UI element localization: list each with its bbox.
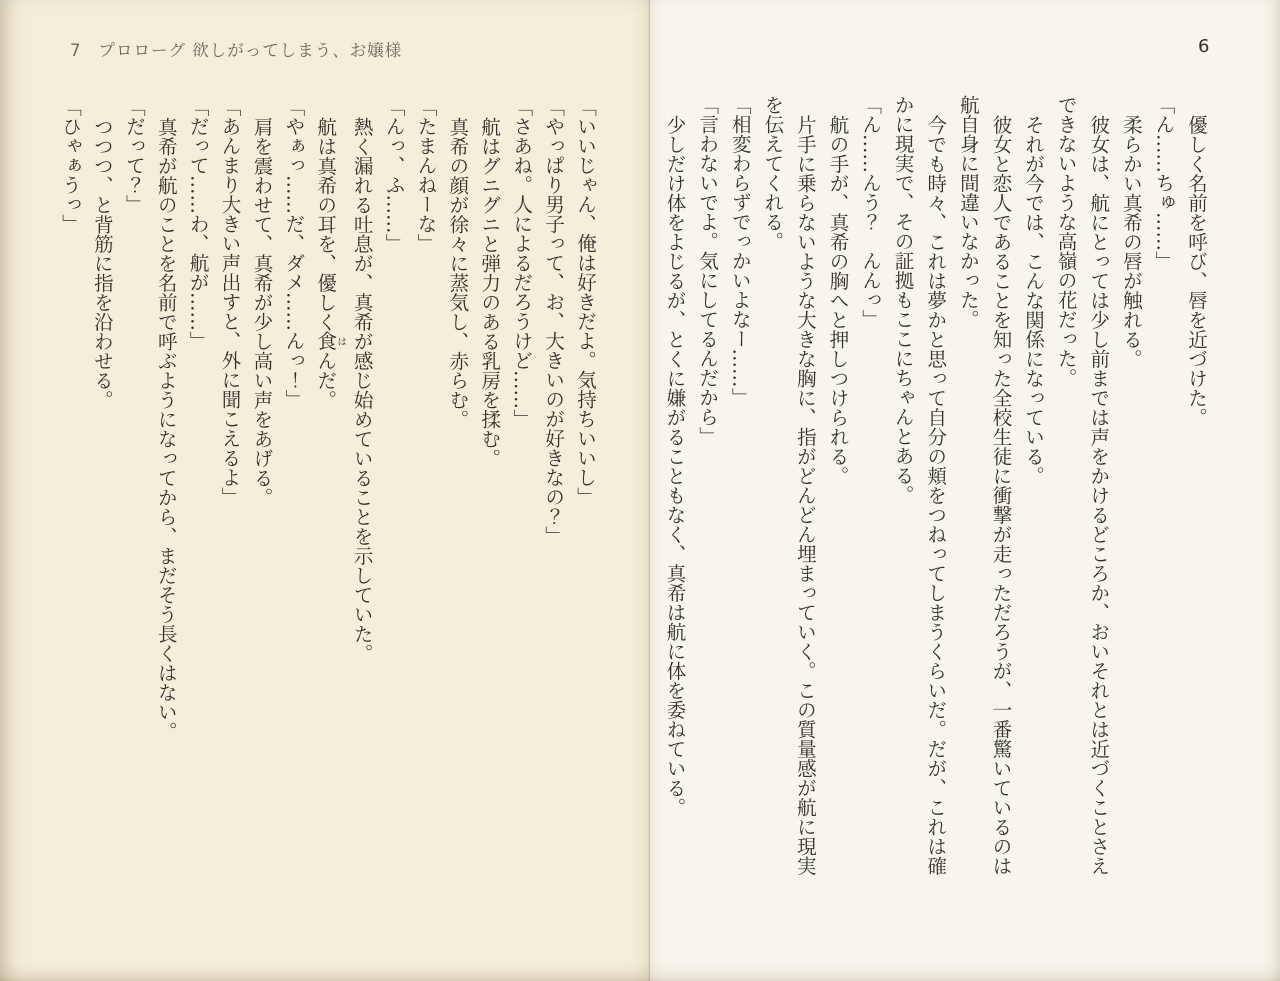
text-line: 少しだけ体をよじるが、とくに嫌がることもなく、真希は航に体を委ねている。 <box>663 114 687 817</box>
text-line: 「たまんねーな」 <box>414 97 438 253</box>
furigana-ruby: 食は <box>314 331 347 351</box>
text-line: 航は真希の耳を、優しく食はんだ。 <box>314 116 347 409</box>
text-line: 彼女と恋人であることを知った全校生徒に衝撃が走っただろうが、一番驚いているのは <box>989 114 1013 875</box>
text-line: 「言わないでよ。気にしてるんだから」 <box>696 95 720 446</box>
page-7-text <box>54 97 601 945</box>
text-line: つつつ、と背筋に指を沿わせる。 <box>90 116 114 409</box>
text-line: 彼女は、航にとっては少し前までは声をかけるどころか、おいそれとは近づくことさえ <box>1087 114 1111 875</box>
text-line: かに現実で、その証拠もここにちゃんとある。 <box>891 95 915 505</box>
text-line: を伝えてくれる。 <box>761 95 785 251</box>
text-line: 「やっぱり男子って、お、大きいのが好きなの？」 <box>542 97 566 546</box>
text-line: 「さあね。人によるだろうけど……」 <box>510 97 534 429</box>
text-line: できないような高嶺の花だった。 <box>1054 95 1078 388</box>
text-line: 航はグニグニと弾力のある乳房を揉む。 <box>478 116 502 468</box>
page-number-6: 6 <box>1198 36 1210 57</box>
text-line: 今でも時々、これは夢かと思って自分の頬をつねってしまうくらいだ。だが、これは確 <box>924 114 948 875</box>
text-line: 「んっ、ふ……」 <box>382 97 406 253</box>
text-line: 真希が航のことを名前で呼ぶようになってから、まだそう長くはない。 <box>154 116 178 741</box>
text-line: 熱く漏れる吐息が、真希が感じ始めていることを示していた。 <box>350 116 374 663</box>
text-line: 「いいじゃん、俺は好きだよ。気持ちいいし」 <box>574 97 597 507</box>
text-line: 「だって？」 <box>122 97 146 214</box>
page-6 <box>650 0 1280 981</box>
text-line: 航自身に間違いなかった。 <box>956 95 980 329</box>
text-line: それが今では、こんな関係になっている。 <box>1022 114 1046 485</box>
text-line: 真希の顔が徐々に蒸気し、赤らむ。 <box>446 116 470 429</box>
chapter-title: プロローグ 欲しがってしまう、お嬢様 <box>98 41 403 60</box>
page-6-text <box>658 95 1212 957</box>
text-line: 柔らかい真希の唇が触れる。 <box>1119 114 1143 368</box>
text-line: 「ん……んう？ んんっ」 <box>859 95 883 329</box>
text-line: 航の手が、真希の胸へと押しつけられる。 <box>826 114 850 485</box>
running-header <box>70 37 402 61</box>
text-line: 「あんまり大きい声出すと、外に聞こえるよ」 <box>218 97 242 507</box>
text-line: 片手に乗らないような大きな胸に、指がどんどん埋まっていく。この質量感が航に現実 <box>793 114 817 875</box>
page-number-7: 7 <box>70 41 82 60</box>
text-line: 肩を震わせて、真希が少し高い声をあげる。 <box>250 116 274 507</box>
text-line: 「だって……わ、航が……」 <box>186 97 210 351</box>
text-line: 優しく名前を呼び、唇を近づけた。 <box>1185 114 1208 427</box>
text-line: 「相変わらずでっかいよなー……」 <box>728 95 752 407</box>
text-line: 「ひゃぁうっ」 <box>59 97 82 234</box>
text-line: 「やぁっ……だ、ダメ……んっ！」 <box>282 97 306 409</box>
text-line: 「ん……ちゅ……」 <box>1152 95 1176 271</box>
